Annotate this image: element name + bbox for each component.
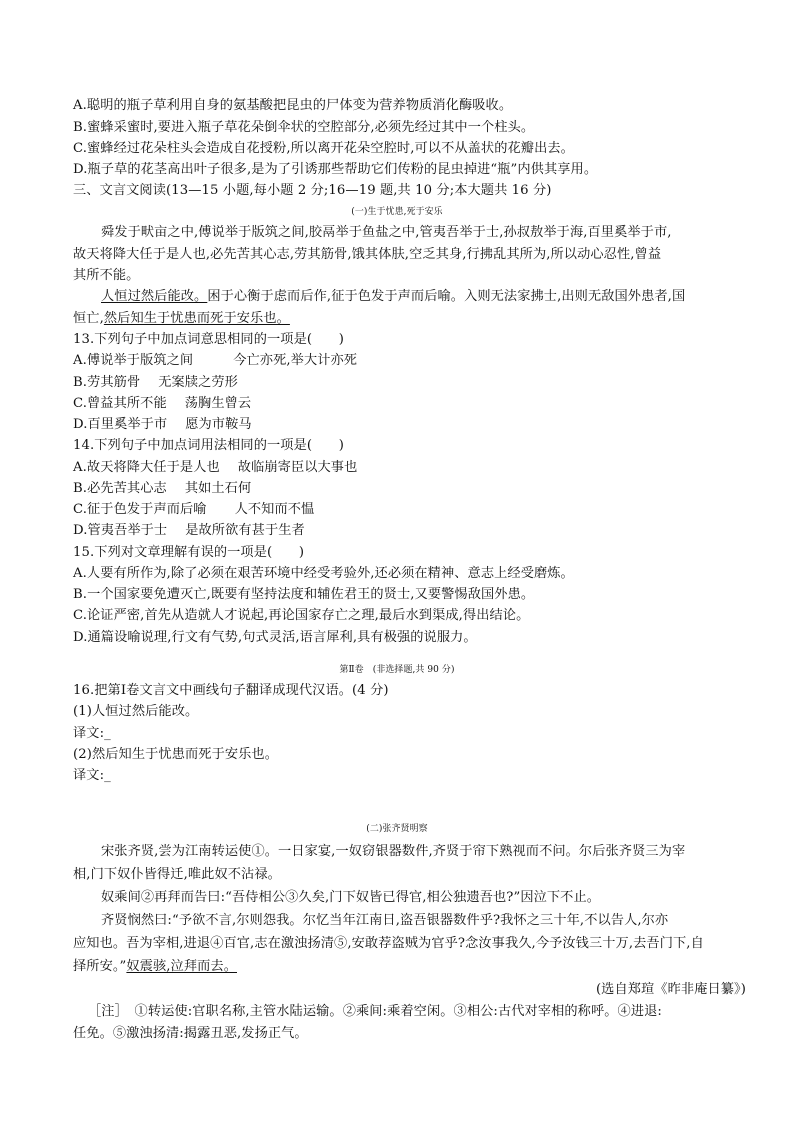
option-text: A.故天将降大任于是人也 [73,460,220,475]
section-heading: 三、文言文阅读(13—15 小题,每小题 2 分;16—19 题,共 10 分;本大题共 16 分) [73,183,552,198]
passage2-line: 相,门下奴仆皆得迁,唯此奴不沾禄。 [73,867,281,882]
q14-option-b [73,480,251,498]
notes-line: 任免。⑤激浊扬清:揭露丑恶,发扬正气。 [73,1026,308,1041]
underlined-sentence-2: 然后知生于忧患而死于安乐也。 [103,311,290,326]
passage1-text: 恒亡, [73,311,104,326]
option-text: B.劳其筋骨 [73,375,141,390]
q15-option-d: D.通篇设喻说理,行文有气势,句式灵活,语言犀利,具有极强的说服力。 [73,630,477,645]
passage2-line [73,958,237,976]
passage1-line: 舜发于畎亩之中,傅说举于版筑之间,胶鬲举于鱼盐之中,管夷吾举于士,孙叔敖举于海,百里奚举于市, [101,225,672,240]
q16-part2: (2)然后知生于忧患而死于安乐也。 [73,747,279,762]
option-text: D.百里奚举于市 [73,417,168,432]
passage2-text: 择所安。” [73,959,127,974]
passage1-line: 其所不能。 [73,268,140,283]
notes-line: ［注］ ①转运使:官职名称,主管水陆运输。②乘间:乘着空闲。③相公:古代对宰相的称呼。④进退: [88,1004,662,1019]
q13-stem: 13.下列句子中加点词意思相同的一项是( ) [73,332,344,347]
answer-label: 译文:_ [73,768,111,783]
underlined-sentence-3: 奴震骇,泣拜而去。 [126,959,237,974]
q14-option-c [73,501,314,519]
q13-option-b [73,374,238,392]
option-text: 人不知而不愠 [234,502,315,517]
q14-option-a [73,459,357,477]
option-text: 荡胸生曾云 [184,396,252,411]
passage2-title: (二)张齐贤明察 [366,824,428,834]
q13-option-d [73,416,252,434]
option-text: 无案牍之劳形 [158,375,238,390]
passage1-line: 故天将降大任于是人也,必先苦其心志,劳其筋骨,饿其体肤,空乏其身,行拂乱其所为,所以动心忍性,曾益 [73,247,662,262]
option-text: C.征于色发于声而后喻 [73,502,207,517]
passage2-line: 应知也。吾为宰相,进退④百官,志在激浊扬清⑤,安敢荐盗贼为官乎?念汝事我久,今予汝钱三十万,去吾门下,自 [73,936,704,951]
passage1-title: (一)生于忧患,死于安乐 [351,207,443,217]
option-text: D.管夷吾举于士 [73,523,168,538]
source-citation: (选自郑瑄《昨非庵日纂》) [595,982,746,997]
passage2-line: 宋张齐贤,尝为江南转运使①。一日家宴,一奴窃银器数件,齐贤于帘下熟视而不问。尔后张齐贤三为宰 [101,844,686,859]
passage1-text: 困于心衡于虑而后作,征于色发于声而后喻。入则无法家拂士,出则无敌国外患者,国 [207,289,686,304]
option-text: 愿为市鞍马 [185,417,252,432]
q15-option-c: C.论证严密,首先从造就人才说起,再论国家存亡之理,最后水到渠成,得出结论。 [73,608,530,623]
q12-option-d: D.瓶子草的花茎高出叶子很多,是为了引诱那些帮助它们传粉的昆虫掉进“瓶”内供其享用。 [73,162,598,177]
answer-label: 译文:_ [73,726,111,741]
option-text: A.傅说举于版筑之间 [73,353,194,368]
q14-stem: 14.下列句子中加点词用法相同的一项是( ) [73,438,344,453]
passage1-line [73,310,290,328]
underlined-sentence-1: 人恒过然后能改。 [101,289,208,304]
option-text: 今亡亦死,举大计亦死 [233,353,358,368]
passage1-line [101,288,685,306]
option-text: C.曾益其所不能 [73,396,167,411]
q12-option-b: B.蜜蜂采蜜时,要进入瓶子草花朵倒伞状的空腔部分,必须先经过其中一个柱头。 [73,120,535,135]
q16-part1: (1)人恒过然后能改。 [73,704,199,719]
passage2-line: 奴乘间②再拜而告曰:“吾侍相公③久矣,门下奴皆已得官,相公独遗吾也?”因泣下不止。 [101,890,601,905]
q12-option-a: A.聪明的瓶子草利用自身的氨基酸把昆虫的尸体变为营养物质消化酶吸收。 [73,98,513,113]
q14-option-d [73,522,305,540]
q13-option-a [73,352,357,370]
option-text: 故临崩寄臣以大事也 [237,460,358,475]
option-text: B.必先苦其心志 [73,481,167,496]
option-text: 是故所欲有甚于生者 [185,523,305,538]
passage2-line: 齐贤悯然曰:“予欲不言,尔则怨我。尔忆当年江南日,盗吾银器数件乎?我怀之三十年,不以告人,尔亦 [101,913,669,928]
q15-stem: 15.下列对文章理解有误的一项是( ) [73,545,305,560]
q15-option-a: A.人要有所作为,除了必须在艰苦环境中经受考验外,还必须在精神、意志上经受磨炼。 [73,566,574,581]
q12-option-c: C.蜜蜂经过花朵柱头会造成自花授粉,所以离开花朵空腔时,可以不从盖状的花瓣出去。 [73,141,574,156]
q16-stem: 16.把第Ⅰ卷文言文中画线句子翻译成现代汉语。(4 分) [73,683,389,698]
option-text: 其如土石何 [184,481,252,496]
volume-heading: 第Ⅱ卷 (非选择题,共 90 分) [339,665,455,675]
q13-option-c [73,395,251,413]
q15-option-b: B.一个国家要免遭灭亡,既要有坚持法度和辅佐君王的贤士,又要警惕敌国外患。 [73,587,535,602]
